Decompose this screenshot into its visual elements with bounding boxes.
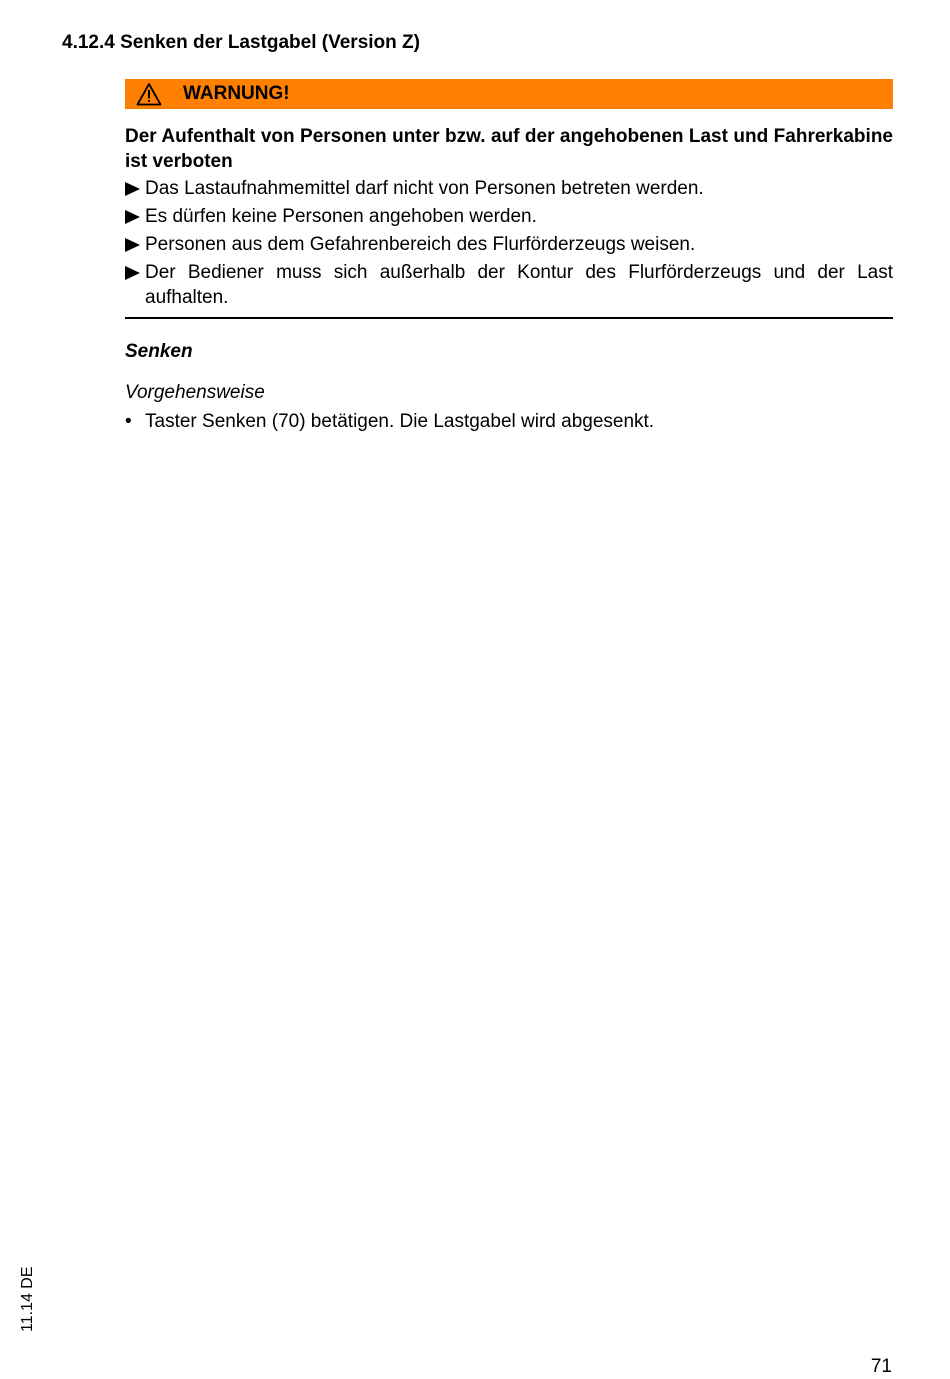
procedure-heading: Senken xyxy=(125,341,193,362)
procedure-steps xyxy=(125,409,893,434)
arrow-right-icon xyxy=(125,266,140,280)
procedure-step: • Taster Senken (70) betätigen. Die Lastgabel wird abgesenkt. xyxy=(125,411,655,432)
arrow-right-icon xyxy=(125,238,140,252)
page-number: 71 xyxy=(870,1356,892,1377)
bullet-icon: • xyxy=(125,411,132,432)
arrow-right-icon xyxy=(125,210,140,224)
section-number: 4.12.4 xyxy=(62,32,115,53)
warning-label: WARNUNG! xyxy=(183,83,290,104)
warning-banner xyxy=(125,79,893,109)
warning-instruction-item: Das Lastaufnahmemittel darf nicht von Personen betreten werden. xyxy=(125,176,893,201)
warning-instruction-item: Es dürfen keine Personen angehoben werden. xyxy=(125,204,893,229)
procedure-label: Vorgehensweise xyxy=(125,382,265,403)
warning-separator xyxy=(125,317,893,319)
section-title xyxy=(62,31,420,55)
section-title-text: Senken der Lastgabel (Version Z) xyxy=(120,32,420,53)
document-version: 11.14 DE xyxy=(19,1266,36,1332)
warning-instruction-item: Der Bediener muss sich außerhalb der Kontur des Flurförderzeugs und der Last aufhalten. xyxy=(125,260,893,310)
warning-instruction-item: Personen aus dem Gefahrenbereich des Flurförderzeugs weisen. xyxy=(125,232,893,257)
arrow-right-icon xyxy=(125,182,140,196)
warning-triangle-icon xyxy=(136,82,162,106)
warning-heading: Der Aufenthalt von Personen unter bzw. auf der angehobenen Last und Fahrerkabine ist verboten xyxy=(125,126,893,172)
warning-instruction-list xyxy=(125,176,893,313)
